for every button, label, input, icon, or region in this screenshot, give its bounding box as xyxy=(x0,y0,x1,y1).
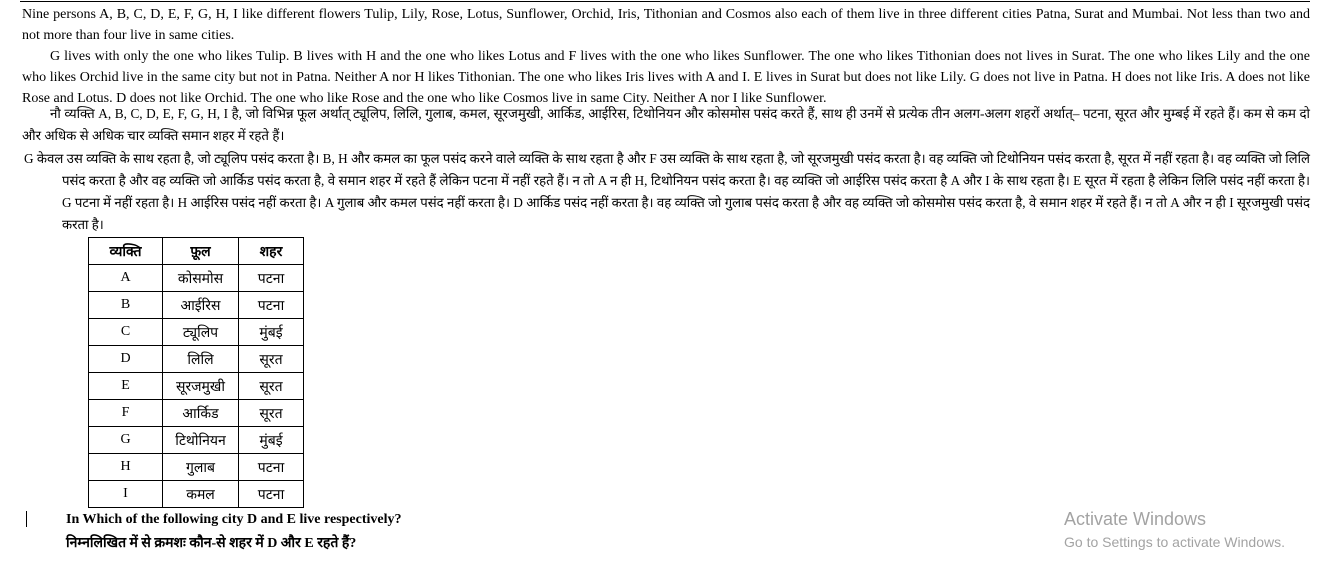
cell-flower: आर्किड xyxy=(163,400,239,427)
table-row xyxy=(89,346,304,373)
table-row xyxy=(89,292,304,319)
question-english: In Which of the following city D and E live respectively? xyxy=(66,512,402,527)
cell-flower: आईरिस xyxy=(163,292,239,319)
cell-city: पटना xyxy=(239,265,304,292)
cell-city: मुंबई xyxy=(239,319,304,346)
conditions-paragraph-english: G lives with only the one who likes Tulip. B lives with H and the one who likes Lotus and F lives with the one who likes Sunflower. The one who likes Tithonian does not lives in Surat. The one who likes Lily and the one who likes Orchid live in the same city but not in Patna. Neither A nor H likes Tithonian. The one who likes Iris lives with A and I. E lives in Surat but does not like Lily. G does not live in Patna. H does not like Iris. A does not like Rose and Lotus. D does not like Orchid. The one who like Rose and the one who like Cosmos live in same City. Neither A nor I like Sunflower. xyxy=(22,49,1310,106)
cell-person: G xyxy=(89,427,163,454)
column-header-city: शहर xyxy=(239,238,304,265)
cell-person: H xyxy=(89,454,163,481)
table-row xyxy=(89,319,304,346)
table-row xyxy=(89,265,304,292)
cell-city: सूरत xyxy=(239,373,304,400)
cell-person: D xyxy=(89,346,163,373)
top-rule xyxy=(20,1,1310,2)
activate-windows-title: Activate Windows xyxy=(1064,509,1207,529)
conditions-paragraph-hindi: G केवल उस व्यक्ति के साथ रहता है, जो ट्यूलिप पसंद करता है। B, H और कमल का फूल पसंद करने वाले व्यक्ति के साथ रहता है और F उस व्यक्ति के साथ रहता है, जो सूरजमुखी पसंद करता है। वह व्यक्ति जो टिथोनियन पसंद करता है, सूरत में नहीं रहता है। वह व्यक्ति जो लिलि पसंद करता है और वह व्यक्ति जो आर्किड पसंद करता है, वे समान शहर में रहते हैं लेकिन पटना में नहीं रहते हैं। न तो A न ही H, टिथोनियन पसंद करता है। वह व्यक्ति जो आईरिस पसंद करता है A और I के साथ रहता है। E सूरत में रहता है लेकिन लिलि पसंद नहीं करता है। G पटना में नहीं रहता है। H आईरिस पसंद नहीं करता है। A गुलाब और कमल पसंद नहीं करता है। D आर्किड पसंद नहीं करता है। वह व्यक्ति जो गुलाब पसंद करता है और वह व्यक्ति जो कोसमोस पसंद करता है, वे समान शहर में रहते हैं। न तो A और न ही I सूरजमुखी पसंद करता है। xyxy=(24,151,1310,232)
cell-flower: गुलाब xyxy=(163,454,239,481)
table-row xyxy=(89,427,304,454)
table-row xyxy=(89,400,304,427)
column-header-flower: फ़ूल xyxy=(163,238,239,265)
intro-paragraph-hindi: नौ व्यक्ति A, B, C, D, E, F, G, H, I है, जो विभिन्न फूल अर्थात् ट्यूलिप, लिलि, गुलाब, कमल, सूरजमुखी, आर्किड, आईरिस, टिथोनियन और कोसमोस पसंद करते हैं, साथ ही उनमें से प्रत्येक तीन अलग-अलग शहरों अर्थात्– पटना, सूरत और मुम्बई में रहते हैं। कम से कम दो और अधिक से अधिक चार व्यक्ति समान शहर में रहते हैं। xyxy=(22,106,1310,143)
table-row xyxy=(89,373,304,400)
cell-flower: सूरजमुखी xyxy=(163,373,239,400)
cell-city: सूरत xyxy=(239,400,304,427)
solution-table xyxy=(88,237,304,508)
cell-person: B xyxy=(89,292,163,319)
cell-flower: कमल xyxy=(163,481,239,508)
cell-person: I xyxy=(89,481,163,508)
question-hindi: निम्नलिखित में से क्रमशः कौन-से शहर में D और E रहते हैं? xyxy=(66,536,357,551)
intro-paragraph-english: Nine persons A, B, C, D, E, F, G, H, I like different flowers Tulip, Lily, Rose, Lotus, Sunflower, Orchid, Iris, Tithonian and Cosmos also each of them live in three different cities Patna, Surat and Mumbai. Not less than two and not more than four live in same cities. xyxy=(22,7,1310,43)
cell-person: C xyxy=(89,319,163,346)
cell-flower: ट्यूलिप xyxy=(163,319,239,346)
column-header-person: व्यक्ति xyxy=(89,238,163,265)
cell-person: E xyxy=(89,373,163,400)
cell-city: मुंबई xyxy=(239,427,304,454)
text-cursor xyxy=(26,511,27,527)
cell-flower: टिथोनियन xyxy=(163,427,239,454)
cell-city: सूरत xyxy=(239,346,304,373)
cell-city: पटना xyxy=(239,481,304,508)
cell-person: F xyxy=(89,400,163,427)
cell-city: पटना xyxy=(239,454,304,481)
cell-flower: कोसमोस xyxy=(163,265,239,292)
table-row xyxy=(89,454,304,481)
cell-flower: लिलि xyxy=(163,346,239,373)
cell-city: पटना xyxy=(239,292,304,319)
table-row xyxy=(89,481,304,508)
cell-person: A xyxy=(89,265,163,292)
activate-windows-subtitle: Go to Settings to activate Windows. xyxy=(1064,534,1285,550)
table-header-row xyxy=(89,238,304,265)
